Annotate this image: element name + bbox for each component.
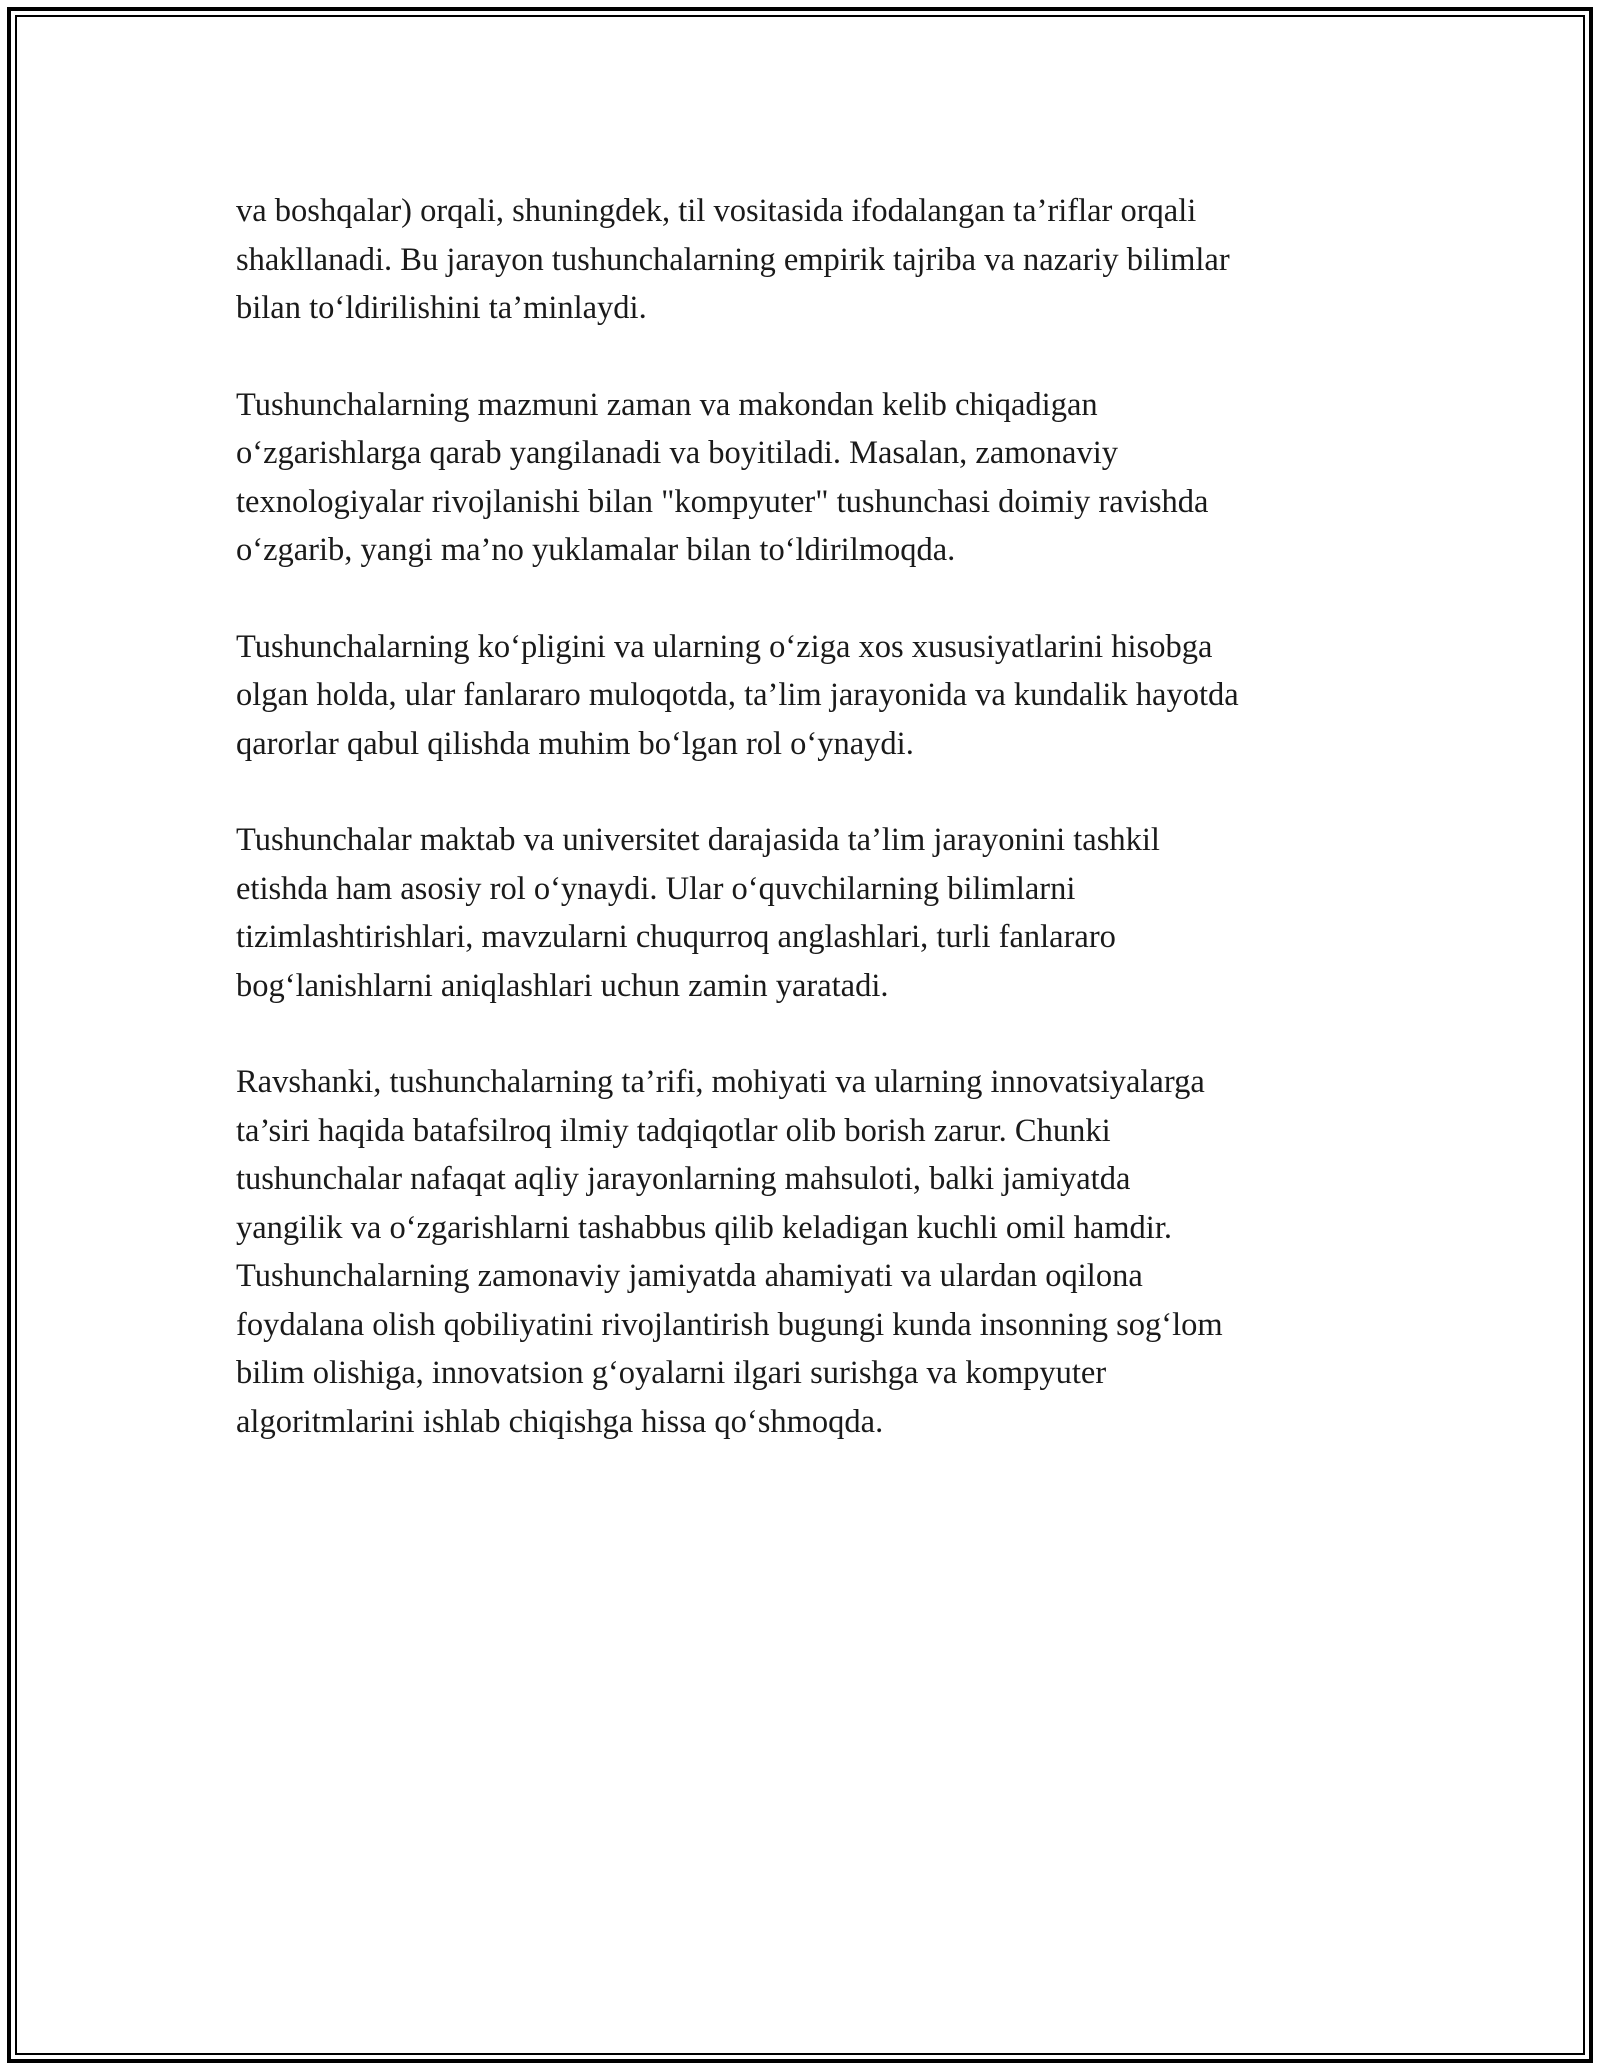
paragraph-4: Tushunchalar maktab va universitet darajasida ta’lim jarayonini tashkil etishda ham asosiy rol o‘ynaydi. Ular o‘quvchilarning bilimlarni tizimlashtirishlari, mavzularni chuqurroq anglashlari, turli fanlararo bog‘lanishlarni aniqlashlari uchun zamin yaratadi. xyxy=(236,822,1160,1004)
paragraph-2: Tushunchalarning mazmuni zaman va makondan kelib chiqadigan o‘zgarishlarga qarab yangilanadi va boyitiladi. Masalan, zamonaviy texnologiyalar rivojlanishi bilan "kompyuter" tushunchasi doimiy ravishda o‘zgarib, yangi ma’no yuklamalar bilan to‘ldirilmoqda. xyxy=(236,386,1209,568)
paragraph-3: Tushunchalarning ko‘pligini va ularning o‘ziga xos xususiyatlarini hisobga olgan holda, ular fanlararo muloqotda, ta’lim jarayonida va kundalik hayotda qarorlar qabul qilishda muhim bo‘lgan rol o‘ynaydi. xyxy=(236,628,1239,762)
paragraph-1: va boshqalar) orqali, shuningdek, til vositasida ifodalangan ta’riflar orqali shakllanadi. Bu jarayon tushunchalarning empirik tajriba va nazariy bilimlar bilan to‘ldirilishini ta’minlaydi. xyxy=(236,193,1230,326)
document-body xyxy=(236,187,1386,1494)
paragraph-5: Ravshanki, tushunchalarning ta’rifi, mohiyati va ularning innovatsiyalarga ta’siri haqida batafsilroq ilmiy tadqiqotlar olib borish zarur. Chunki tushunchalar nafaqat aqliy jarayonlarning mahsuloti, balki jamiyatda yangilik va o‘zgarishlarni tashabbus qilib keladigan kuchli omil hamdir. Tushunchalarning zamonaviy jamiyatda ahamiyati va ulardan oqilona foydalana olish qobiliyatini rivojlantirish bugungi kunda insonning sog‘lom bilim olishiga, innovatsion g‘oyalarni ilgari surishga va kompyuter algoritmlarini ishlab chiqishga hissa qo‘shmoqda. xyxy=(236,1064,1223,1440)
